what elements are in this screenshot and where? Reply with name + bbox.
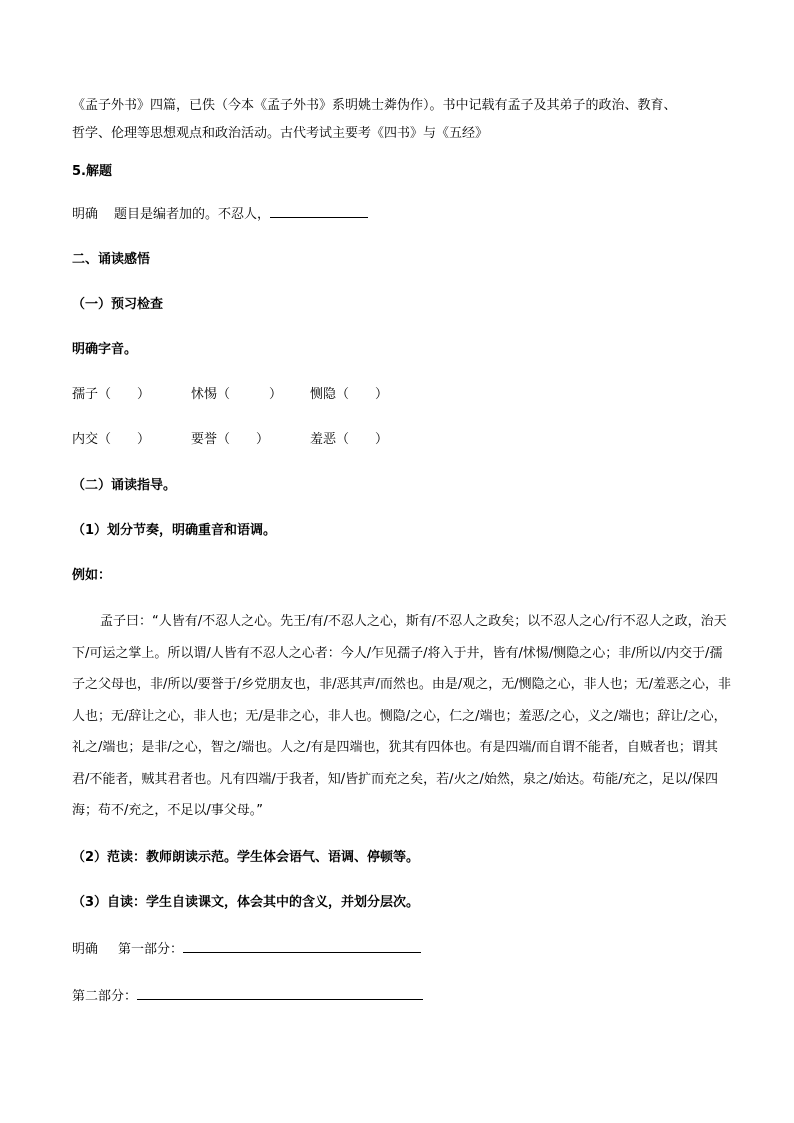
intro-line-1: 《孟子外书》四篇，已佚（今本《孟子外书》系明姚士粦伪作）。书中记载有孟子及其弟子的政治、教育、 [72, 98, 677, 113]
subsection-preview-heading: （一）预习检查 [72, 297, 164, 312]
pronounce-heading: 明确字音。 [72, 342, 138, 357]
subsection-reading-heading: （二）诵读指导。 [72, 478, 177, 493]
intro-line-2: 哲学、伦理等思想观点和政治活动。古代考试主要考《四书》与《五经》 [72, 126, 489, 141]
fill-blank [137, 985, 423, 1000]
part-2-label: 第二部分： [72, 989, 138, 1004]
answer-text: 题目是编者加的。不忍人， [114, 207, 271, 222]
example-label: 例如： [72, 568, 112, 583]
part-1-label: 第一部分： [118, 942, 184, 957]
pronunciation-item: 恻隐（ ） [310, 387, 389, 402]
reading-item-3: （3）自读：学生自读课文，体会其中的含义，并划分层次。 [72, 895, 420, 910]
pronunciation-item: 孺子（ ） [72, 387, 151, 402]
answer-prefix: 明确 [72, 207, 99, 222]
section-2-heading: 二、诵读感悟 [72, 252, 151, 267]
pronunciation-row-1 [72, 385, 732, 405]
fill-blank [183, 938, 421, 953]
section-5-answer [72, 203, 368, 225]
fill-blank [270, 203, 368, 218]
pronunciation-item: 怵惕（ ） [191, 387, 283, 402]
pronunciation-row-2 [72, 430, 732, 450]
reading-item-2: （2）范读：教师朗读示范。学生体会语气、语调、停顿等。 [72, 850, 420, 865]
passage-text: 孟子曰：“人皆有/不忍人之心。先王/有/不忍人之心，斯有/不忍人之政矣；以不忍人之心/行不忍人之政，治天下/可运之掌上。所以谓/人皆有不忍人之心者：今人/乍见孺子/将入于井，皆有/怵惕/恻隐之心；非/所以/内交于/孺子之父母也，非/所以/要誉于/乡党朋友也，非/恶其声/而然也。由是/观之，无/恻隐之心，非人也；无/羞恶之心，非人也；无/辞让之心，非人也；无/是非之心，非人也。恻隐/之心，仁之/端也；羞恶/之心，义之/端也；辞让/之心，礼之/端也；是非/之心，智之/端也。人之/有是四端也，犹其有四体也。有是四端/而自谓不能者，自贼者也；谓其君/不能者，贼其君者也。凡有四端/于我者，知/皆扩而充之矣，若/火之/始然，泉之/始达。苟能/充之，足以/保四海；苟不/充之，不足以/事父母。” [72, 614, 732, 818]
section-5-heading: 5.解题 [72, 164, 112, 179]
answer-prefix: 明确 [72, 942, 99, 957]
pronunciation-item: 内交（ ） [72, 432, 151, 447]
part-1-answer [72, 938, 421, 960]
pronunciation-item: 要誉（ ） [191, 432, 270, 447]
passage [72, 606, 732, 827]
part-2-answer [72, 985, 423, 1007]
pronunciation-item: 羞恶（ ） [310, 432, 389, 447]
reading-item-1: （1）划分节奏，明确重音和语调。 [72, 523, 277, 538]
